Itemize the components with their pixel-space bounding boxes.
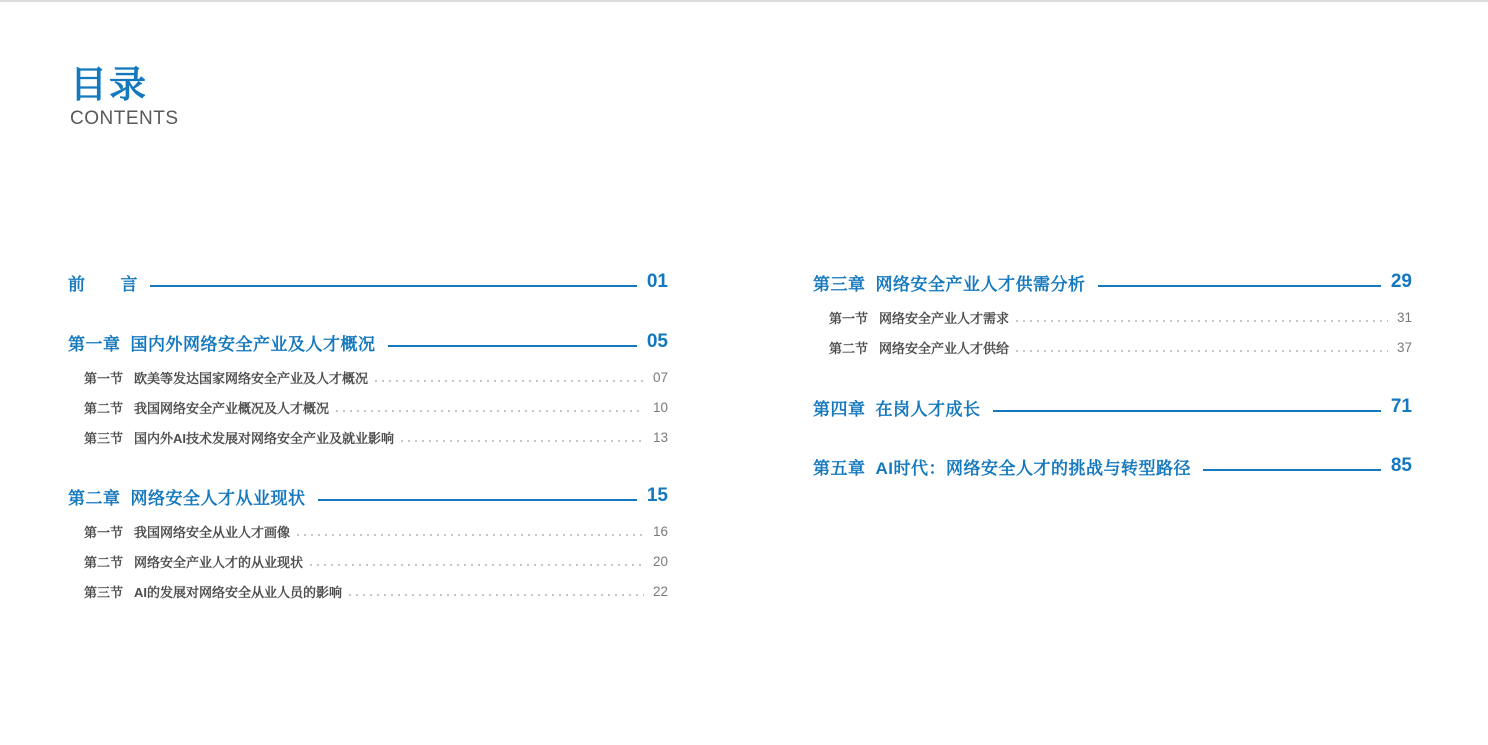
chapter-label: 第二章 — [68, 488, 121, 508]
chapter-title: 网络安全人才从业现状 — [130, 488, 306, 508]
page-number: 37 — [1396, 339, 1412, 355]
toc-entry-ch1-sec1[interactable] — [68, 368, 668, 386]
section-label: 第一节 — [829, 310, 869, 326]
toc-entry-chapter5[interactable] — [813, 454, 1412, 478]
section-title: 欧美等发达国家网络安全产业及人才概况 — [134, 370, 369, 386]
leader-dots — [401, 440, 644, 442]
toc-title-zh: 目录 — [70, 64, 148, 105]
section-title: 国内外AI技术发展对网络安全产业及就业影响 — [134, 430, 395, 446]
chapter-title: 国内外网络安全产业及人才概况 — [130, 334, 376, 354]
section-label: 第三节 — [84, 430, 124, 446]
leader-dots — [349, 594, 644, 596]
toc-entry-foreword[interactable] — [68, 270, 668, 294]
section-title: 我国网络安全从业人才画像 — [134, 524, 291, 540]
page-number: 85 — [1390, 455, 1412, 476]
leader-dots — [336, 410, 644, 412]
chapter-title: AI时代：网络安全人才的挑战与转型路径 — [875, 458, 1191, 478]
page-number: 29 — [1390, 271, 1412, 292]
toc-entry-chapter3[interactable] — [813, 270, 1412, 294]
page-number: 07 — [652, 369, 668, 385]
section-label: 第二节 — [829, 340, 869, 356]
toc-entry-ch1-sec2[interactable] — [68, 398, 668, 416]
chapter-title: 在岗人才成长 — [875, 399, 981, 419]
section-label: 第一节 — [84, 370, 124, 386]
page-number: 01 — [646, 271, 668, 292]
toc-entry-ch3-sec1[interactable] — [813, 308, 1412, 326]
leader-line — [150, 285, 637, 287]
toc-entry-ch2-sec2[interactable] — [68, 552, 668, 570]
section-label: 第二节 — [84, 554, 124, 570]
chapter-label: 第四章 — [813, 399, 866, 419]
page-number: 31 — [1396, 309, 1412, 325]
page-number: 05 — [646, 331, 668, 352]
section-title: 网络安全产业人才需求 — [879, 310, 1010, 326]
leader-line — [388, 345, 637, 347]
page-number: 16 — [652, 523, 668, 539]
leader-line — [993, 410, 1381, 412]
chapter-label: 第五章 — [813, 458, 866, 478]
toc-entry-chapter1[interactable] — [68, 330, 668, 354]
toc-entry-ch2-sec1[interactable] — [68, 522, 668, 540]
toc-entry-chapter4[interactable] — [813, 395, 1412, 419]
leader-line — [1098, 285, 1381, 287]
leader-dots — [1016, 320, 1388, 322]
page-number: 13 — [652, 429, 668, 445]
page-number: 71 — [1390, 396, 1412, 417]
page-number: 10 — [652, 399, 668, 415]
leader-line — [318, 499, 637, 501]
toc-entry-chapter2[interactable] — [68, 484, 668, 508]
toc-column-right — [813, 0, 1412, 745]
section-title: 我国网络安全产业概况及人才概况 — [134, 400, 330, 416]
section-title: 网络安全产业人才的从业现状 — [134, 554, 304, 570]
section-label: 第一节 — [84, 524, 124, 540]
toc-entry-ch2-sec3[interactable] — [68, 582, 668, 600]
toc-column-left — [68, 0, 668, 745]
chapter-label: 前 言 — [68, 274, 138, 294]
section-label: 第二节 — [84, 400, 124, 416]
section-label: 第三节 — [84, 584, 124, 600]
page-number: 20 — [652, 553, 668, 569]
leader-dots — [375, 380, 644, 382]
page-number: 22 — [652, 583, 668, 599]
toc-entry-ch1-sec3[interactable] — [68, 428, 668, 446]
chapter-label: 第三章 — [813, 274, 866, 294]
leader-dots — [310, 564, 644, 566]
leader-dots — [1016, 350, 1388, 352]
section-title: 网络安全产业人才供给 — [879, 340, 1010, 356]
chapter-label: 第一章 — [68, 334, 121, 354]
leader-dots — [297, 534, 644, 536]
leader-line — [1203, 469, 1381, 471]
chapter-title: 网络安全产业人才供需分析 — [875, 274, 1086, 294]
toc-entry-ch3-sec2[interactable] — [813, 338, 1412, 356]
page-number: 15 — [646, 485, 668, 506]
section-title: AI的发展对网络安全从业人员的影响 — [134, 584, 343, 600]
toc-title-en: CONTENTS — [70, 108, 179, 129]
